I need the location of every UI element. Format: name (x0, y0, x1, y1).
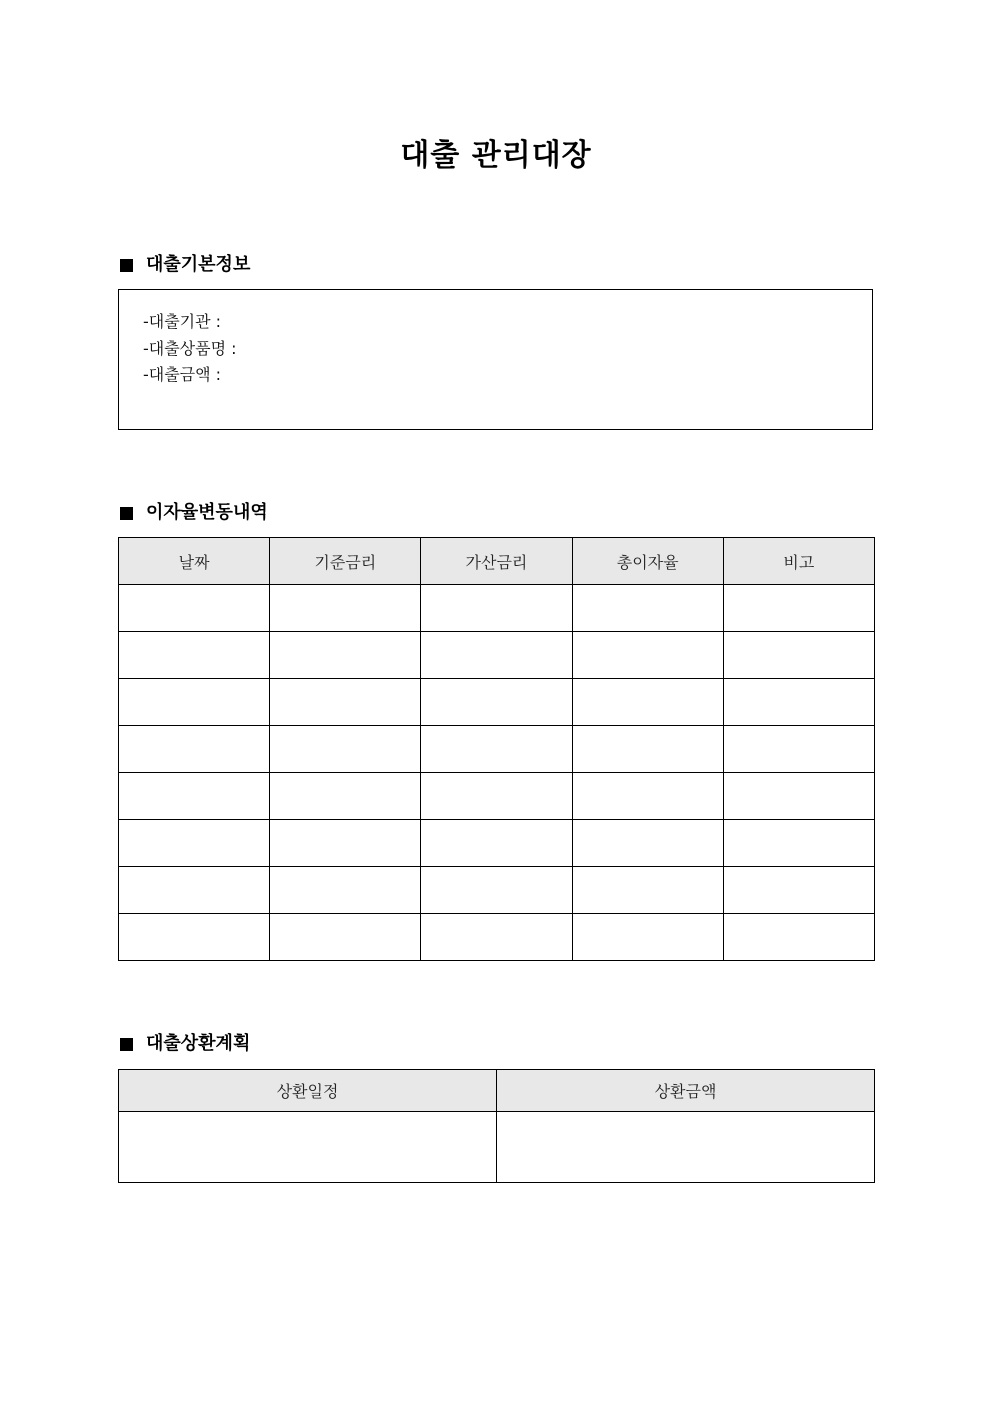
table-cell[interactable] (421, 914, 572, 961)
table-cell[interactable] (723, 914, 874, 961)
table-cell[interactable] (270, 773, 421, 820)
table-cell[interactable] (421, 820, 572, 867)
basic-info-heading (120, 253, 250, 277)
table-cell[interactable] (723, 585, 874, 632)
table-cell[interactable] (421, 867, 572, 914)
square-bullet-icon (120, 259, 133, 272)
table-cell[interactable] (421, 773, 572, 820)
table-cell[interactable] (119, 1112, 497, 1183)
column-header-repayment-schedule: 상환일정 (119, 1070, 497, 1112)
table-cell[interactable] (572, 914, 723, 961)
loan-product-line: -대출상품명 : (143, 338, 237, 358)
table-cell[interactable] (421, 679, 572, 726)
table-cell[interactable] (119, 914, 270, 961)
table-row (119, 632, 875, 679)
table-cell[interactable] (572, 585, 723, 632)
table-row (119, 914, 875, 961)
column-header-spread: 가산금리 (421, 538, 572, 585)
table-cell[interactable] (270, 632, 421, 679)
table-cell[interactable] (119, 773, 270, 820)
basic-info-box (118, 289, 873, 430)
table-cell[interactable] (723, 773, 874, 820)
repayment-plan-table (118, 1069, 875, 1183)
table-cell[interactable] (723, 726, 874, 773)
square-bullet-icon (120, 1038, 133, 1051)
table-cell[interactable] (572, 867, 723, 914)
table-cell[interactable] (270, 726, 421, 773)
table-cell[interactable] (270, 914, 421, 961)
table-header-row (119, 538, 875, 585)
table-row (119, 726, 875, 773)
table-cell[interactable] (119, 867, 270, 914)
table-cell[interactable] (497, 1112, 875, 1183)
table-header-row (119, 1070, 875, 1112)
column-header-note: 비고 (723, 538, 874, 585)
table-cell[interactable] (270, 867, 421, 914)
table-cell[interactable] (723, 820, 874, 867)
table-cell[interactable] (119, 632, 270, 679)
table-row (119, 867, 875, 914)
column-header-date: 날짜 (119, 538, 270, 585)
table-cell[interactable] (421, 726, 572, 773)
table-cell[interactable] (572, 773, 723, 820)
table-cell[interactable] (572, 820, 723, 867)
loan-institution-line: -대출기관 : (143, 312, 222, 331)
table-row (119, 820, 875, 867)
repayment-plan-heading (120, 1032, 250, 1056)
rate-history-heading (120, 501, 268, 525)
table-cell[interactable] (119, 726, 270, 773)
table-cell[interactable] (723, 867, 874, 914)
repayment-plan-heading-text: 대출상환계획 (146, 1033, 251, 1054)
table-cell[interactable] (270, 585, 421, 632)
column-header-base-rate: 기준금리 (270, 538, 421, 585)
table-cell[interactable] (119, 679, 270, 726)
rate-history-heading-text: 이자율변동내역 (146, 502, 268, 523)
table-cell[interactable] (572, 632, 723, 679)
table-row (119, 679, 875, 726)
table-cell[interactable] (421, 585, 572, 632)
table-cell[interactable] (572, 726, 723, 773)
column-header-repayment-amount: 상환금액 (497, 1070, 875, 1112)
table-cell[interactable] (270, 679, 421, 726)
table-cell[interactable] (723, 632, 874, 679)
table-cell[interactable] (119, 820, 270, 867)
basic-info-heading-text: 대출기본정보 (146, 254, 251, 275)
table-cell[interactable] (119, 585, 270, 632)
table-cell[interactable] (421, 632, 572, 679)
square-bullet-icon (120, 507, 133, 520)
loan-amount-line: -대출금액 : (143, 365, 222, 384)
table-cell[interactable] (270, 820, 421, 867)
table-row (119, 1112, 875, 1183)
page-title: 대출 관리대장 (400, 138, 592, 173)
table-cell[interactable] (572, 679, 723, 726)
table-row (119, 585, 875, 632)
table-row (119, 773, 875, 820)
table-cell[interactable] (723, 679, 874, 726)
column-header-total-rate: 총이자율 (572, 538, 723, 585)
rate-history-table (118, 537, 875, 961)
